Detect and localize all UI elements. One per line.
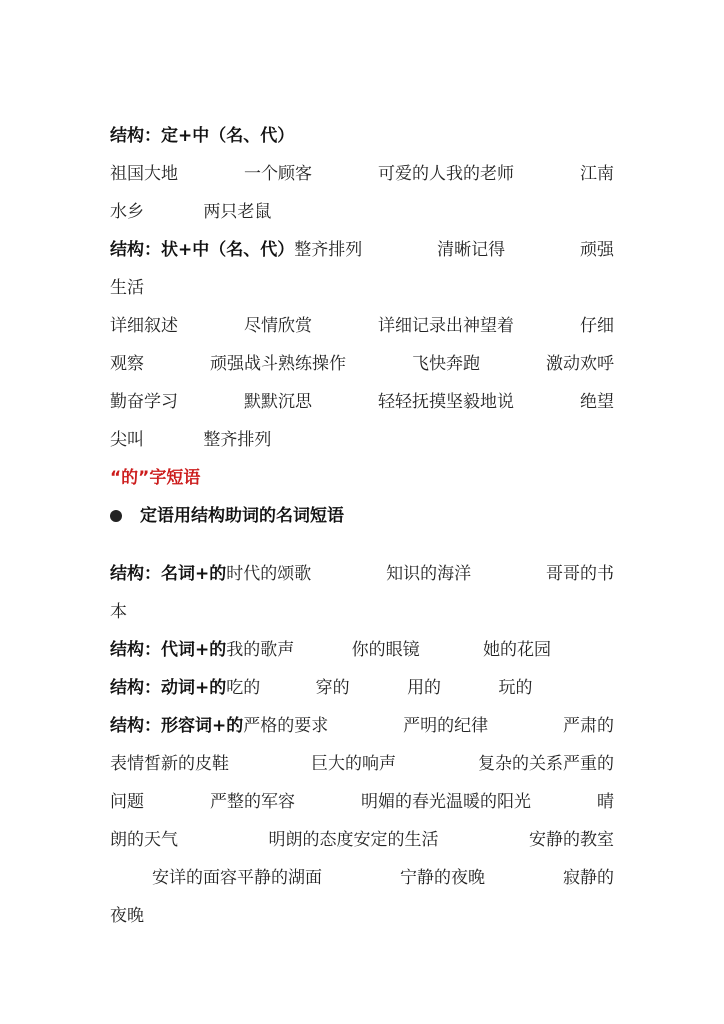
phrase: 严格的要求 <box>243 716 329 736</box>
line-15 <box>110 752 614 776</box>
structure-label: 结构：代词+的 <box>110 640 227 660</box>
phrase: 一个顾客 <box>244 164 312 184</box>
phrase: 严肃的 <box>563 716 614 736</box>
phrase: 玩的 <box>498 678 533 698</box>
phrase: 整齐排列 <box>294 240 363 260</box>
structure-label: 结构：定+中（名、代） <box>110 126 295 146</box>
phrase: 明朗的态度安定的生活 <box>268 830 439 850</box>
phrase: 安静的教室 <box>529 830 614 850</box>
section-heading-text: “的”字短语 <box>110 468 201 488</box>
phrase: 勤奋学习 <box>110 392 178 412</box>
phrase: 夜晚 <box>110 906 144 926</box>
phrase: 祖国大地 <box>110 164 178 184</box>
line-9 <box>110 428 614 452</box>
structure-label: 结构：动词+的 <box>110 678 227 698</box>
phrase: 严整的军容 <box>210 792 295 812</box>
structure-label: 结构：状+中（名、代） <box>110 240 295 260</box>
phrase: 我的歌声 <box>226 640 295 660</box>
phrase: 观察 <box>110 354 144 374</box>
bullet-heading <box>110 504 614 528</box>
phrase: 知识的海洋 <box>386 564 472 584</box>
phrase: 她的花园 <box>483 640 552 660</box>
line-11 <box>110 600 614 624</box>
phrase: 宁静的夜晚 <box>400 868 485 888</box>
phrase: 巨大的响声 <box>311 754 396 774</box>
phrase: 两只老鼠 <box>203 202 272 222</box>
phrase: 清晰记得 <box>437 240 506 260</box>
structure-label: 结构：形容词+的 <box>110 716 244 736</box>
phrase: 朗的天气 <box>110 830 178 850</box>
phrase: 安详的面容平静的湖面 <box>152 868 322 888</box>
phrase: 严明的纪律 <box>403 716 489 736</box>
phrase: 复杂的关系严重的 <box>478 754 614 774</box>
line-10 <box>110 562 614 586</box>
phrase: 整齐排列 <box>203 430 272 450</box>
phrase: 仔细 <box>580 316 614 336</box>
phrase: 顽强 <box>580 240 614 260</box>
line-13 <box>110 676 614 700</box>
line-19 <box>110 904 614 928</box>
line-6 <box>110 314 614 338</box>
phrase: 可爱的人我的老师 <box>378 164 514 184</box>
line-4 <box>110 238 614 262</box>
line-7 <box>110 352 614 376</box>
phrase: 轻轻抚摸坚毅地说 <box>378 392 514 412</box>
phrase: 水乡 <box>110 202 144 222</box>
phrase: 明媚的春光温暖的阳光 <box>361 792 531 812</box>
phrase: 绝望 <box>580 392 614 412</box>
line-16 <box>110 790 614 814</box>
bullet-dot-icon <box>110 510 122 522</box>
phrase: 本 <box>110 602 127 622</box>
bullet-heading-text: 定语用结构助词的名词短语 <box>140 506 344 526</box>
line-3 <box>110 200 614 224</box>
phrase: 吃的 <box>226 678 261 698</box>
phrase: 飞快奔跑 <box>412 354 480 374</box>
line-12 <box>110 638 614 662</box>
phrase: 表情皙新的皮鞋 <box>110 754 229 774</box>
phrase: 问题 <box>110 792 144 812</box>
phrase: 你的眼镜 <box>351 640 420 660</box>
phrase: 晴 <box>597 792 614 812</box>
phrase: 详细叙述 <box>110 316 178 336</box>
section-heading <box>110 466 614 490</box>
phrase: 详细记录出神望着 <box>378 316 514 336</box>
phrase: 顽强战斗熟练操作 <box>210 354 346 374</box>
phrase: 时代的颂歌 <box>226 564 312 584</box>
line-2 <box>110 162 614 186</box>
phrase: 江南 <box>580 164 614 184</box>
phrase: 寂静的 <box>563 868 614 888</box>
phrase: 默默沉思 <box>244 392 312 412</box>
phrase: 尽情欣赏 <box>244 316 312 336</box>
line-1 <box>110 124 614 148</box>
line-14 <box>110 714 614 738</box>
phrase: 尖叫 <box>110 430 144 450</box>
line-18 <box>110 866 614 890</box>
line-5 <box>110 276 614 300</box>
phrase: 哥哥的书 <box>546 564 614 584</box>
phrase: 穿的 <box>315 678 350 698</box>
line-8 <box>110 390 614 414</box>
phrase: 用的 <box>407 678 442 698</box>
phrase: 激动欢呼 <box>546 354 614 374</box>
line-17 <box>110 828 614 852</box>
structure-label: 结构：名词+的 <box>110 564 227 584</box>
phrase: 生活 <box>110 278 144 298</box>
